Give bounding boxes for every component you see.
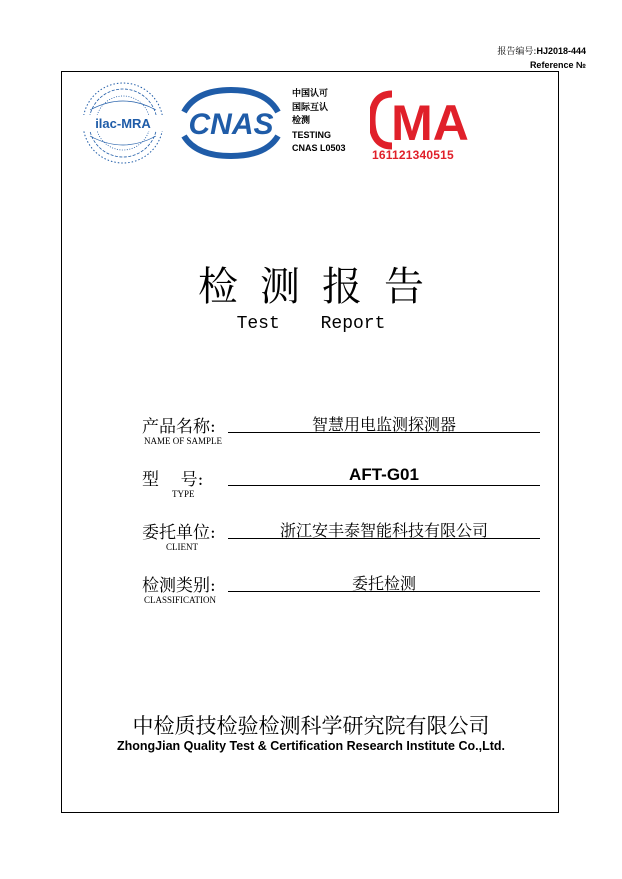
field-underline xyxy=(228,485,540,486)
field-sub-label: CLASSIFICATION xyxy=(144,595,217,605)
accreditation-logos xyxy=(80,80,500,170)
report-title-cn: 检测报告 xyxy=(198,264,446,310)
cnas-logo-icon xyxy=(176,86,286,160)
cma-certificate-number: 161121340515 xyxy=(372,148,454,162)
field-label: 产品名称: xyxy=(142,417,216,437)
field-value: AFT-G01 xyxy=(349,465,419,484)
cnas-line: 国际互认 xyxy=(292,102,329,113)
reference-code: HJ2018-444 xyxy=(536,46,586,56)
cnas-line: 检测 xyxy=(292,116,311,126)
cnas-line: 中国认可 xyxy=(292,89,329,99)
field-label: 委托单位: xyxy=(142,523,216,543)
cma-logo-text: MA xyxy=(391,95,469,151)
field-sub-label: NAME OF SAMPLE xyxy=(144,436,223,446)
ilac-logo-text: ilac-MRA xyxy=(95,116,151,131)
field-sub-label: TYPE xyxy=(172,489,195,499)
reference-label-en: Reference № xyxy=(529,60,586,70)
cnas-line: CNAS L0503 xyxy=(292,143,346,153)
reference-number-line xyxy=(497,45,586,59)
ilac-mra-logo-icon xyxy=(80,80,166,166)
cnas-accreditation-text xyxy=(292,88,346,156)
field-value: 委托检测 xyxy=(351,574,416,593)
field-classification xyxy=(142,571,542,617)
cnas-logo-text: CNAS xyxy=(188,108,274,141)
field-sample-name xyxy=(142,412,542,458)
organization-name-cn: 中检质技检验检测科学研究院有限公司 xyxy=(132,714,490,738)
cnas-line: TESTING xyxy=(292,129,332,140)
field-label: 检测类别: xyxy=(142,576,216,596)
field-value: 智慧用电监测探测器 xyxy=(311,415,456,434)
report-reference xyxy=(497,45,586,72)
field-sub-label: CLIENT xyxy=(166,542,198,552)
reference-label-cn: 报告编号: xyxy=(497,47,537,57)
organization-name-en: ZhongJian Quality Test & Certification Research Institute Co.,Ltd. xyxy=(116,739,505,753)
field-client xyxy=(142,518,542,564)
report-title-en: Test Report xyxy=(236,314,386,334)
field-value: 浙江安丰泰智能科技有限公司 xyxy=(279,521,488,540)
field-label: 型 号: xyxy=(142,470,204,490)
field-type xyxy=(142,465,542,511)
